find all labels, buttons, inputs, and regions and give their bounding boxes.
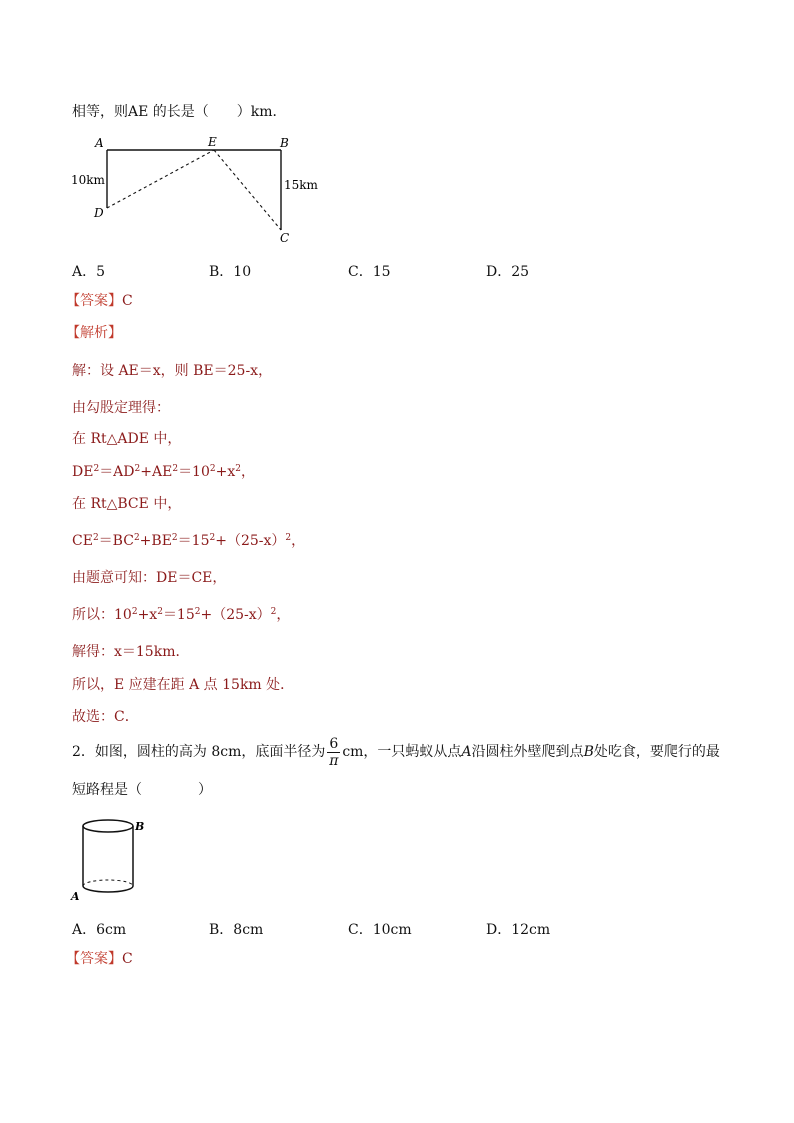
solution-line-7: 由题意可知：DE＝CE， xyxy=(72,570,227,586)
q2-point-a-label: A xyxy=(71,890,80,903)
q1-stem: 相等，则AE 的长是（ ）km． xyxy=(72,104,287,120)
solution-line-5: 在 Rt△BCE 中， xyxy=(72,496,182,512)
q1-label-d: D xyxy=(94,206,104,220)
q2-option-c: C．10cm xyxy=(348,922,412,938)
q1-option-d: D．25 xyxy=(486,264,530,280)
q2-stem: 2．如图，圆柱的高为 8cm，底面半径为 $\frac{6}{\pi}$ cm，一只蚂蚁从点A沿圆柱外壁爬到点B处吃食，要爬行的最 xyxy=(72,735,720,769)
q1-option-a: A．5 xyxy=(72,264,106,280)
solution-line-1: 解：设 AE＝x，则 BE＝25-x， xyxy=(72,363,273,379)
solution-line-6: $CE^2=BC^2+BE^2=15^2+(25-x)^2$， xyxy=(72,533,306,549)
q1-bc-length: 15km xyxy=(284,178,318,192)
q2-option-a: A．6cm xyxy=(72,922,127,938)
q1-label-e: E xyxy=(208,135,217,149)
q2-radius-fraction: $\frac{6}{\pi}$ xyxy=(329,735,339,769)
q1-analysis-head: 【解析】 xyxy=(66,325,122,341)
solution-line-11: 故选：C． xyxy=(72,709,139,725)
q1-label-a: A xyxy=(95,136,104,150)
q1-answer-value: C xyxy=(122,293,133,309)
solution-line-2: 由勾股定理得： xyxy=(72,400,170,416)
q1-ad-length: 10km xyxy=(71,173,105,187)
q2-answer-head: 【答案】 xyxy=(66,951,122,967)
solution-line-8: 所以：$10^2+x^2=15^2+(25-x)^2$， xyxy=(72,607,291,623)
q2-point-b-label: B xyxy=(135,820,145,833)
q1-option-c: C．15 xyxy=(348,264,391,280)
q2-stem-line2: 短路程是（ ） xyxy=(72,782,212,798)
q1-figure xyxy=(66,134,326,252)
q1-answer-head: 【答案】 xyxy=(66,293,122,309)
q1-answer xyxy=(66,292,133,310)
q2-answer-value: C xyxy=(122,951,133,967)
q2-option-d: D．12cm xyxy=(486,922,551,938)
solution-line-10: 所以，E 应建在距 A 点 15km 处． xyxy=(72,677,295,693)
q1-label-b: B xyxy=(280,136,289,150)
q2-option-b: B．8cm xyxy=(209,922,264,938)
solution-line-3: 在 Rt△ADE 中， xyxy=(72,431,182,447)
q2-answer xyxy=(66,950,133,968)
solution-line-9: 解得：x＝15km． xyxy=(72,644,190,660)
q2-cylinder-figure xyxy=(66,810,166,905)
q1-label-c: C xyxy=(280,231,290,245)
solution-line-4: $DE^2=AD^2+AE^2=10^2+x^2$， xyxy=(72,464,255,480)
q1-option-b: B．10 xyxy=(209,264,252,280)
